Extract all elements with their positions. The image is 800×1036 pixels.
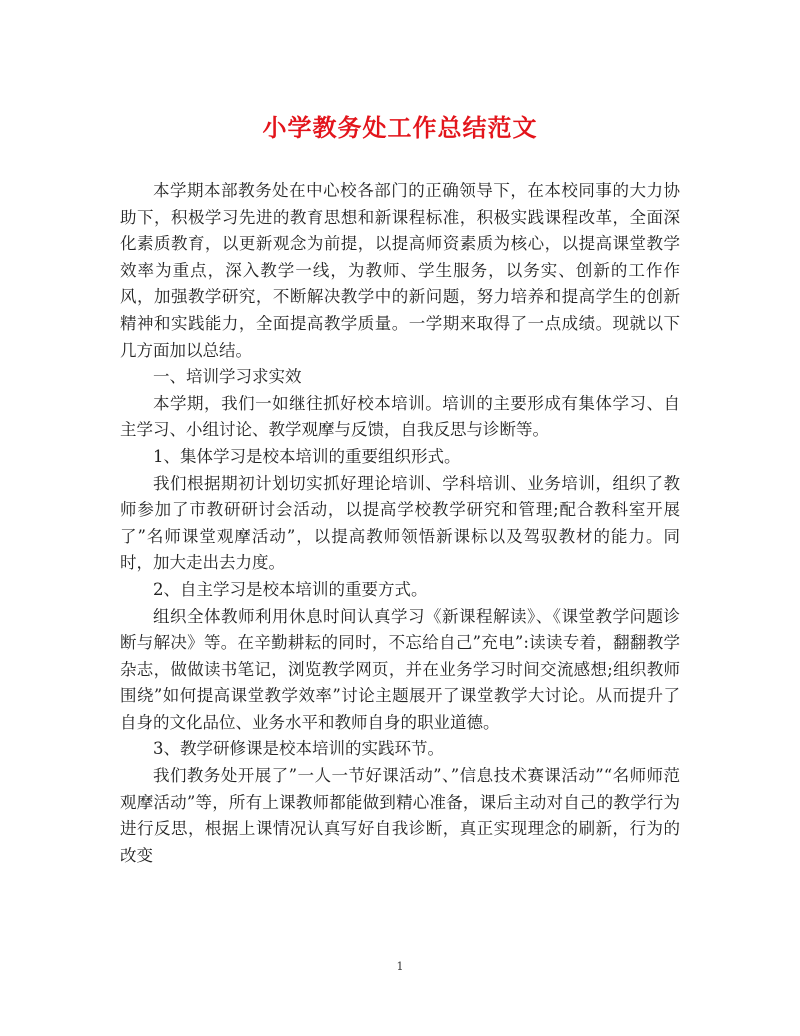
subheading-collective-learning: 1、集体学习是校本培训的重要组织形式。 <box>153 446 461 466</box>
paragraph-training: 本学期，我们一如继往抓好校本培训。培训的主要形成有集体学习、自主学习、小组讨论、教学观摩与反馈，自我反思与诊断等。 <box>120 393 680 440</box>
subheading-self-learning: 2、自主学习是校本培训的重要方式。 <box>153 579 428 599</box>
paragraph-teaching-research: 我们教务处开展了”一人一节好课活动”、”信息技术赛课活动”“名师师范观摩活动”等，所有上课教师都能做到精心准备，课后主动对自己的教学行为进行反思，根据上课情况认真写好自我诊断，真正实现理念的刷新，行为的改变 <box>120 766 680 865</box>
section-heading-training: 一、培训学习求实效 <box>153 367 302 387</box>
document-body <box>120 178 680 869</box>
paragraph-collective-learning: 我们根据期初计划切实抓好理论培训、学科培训、业务培训，组织了教师参加了市教研研讨会活动，以提高学校教学研究和管理;配合教科室开展了”名师课堂观摩活动”，以提高教师领悟新课标以及驾驭教材的能力。同时，加大走出去力度。 <box>120 473 680 573</box>
page-number: 1 <box>396 960 404 973</box>
subheading-teaching-research: 3、教学研修课是校本培训的实践环节。 <box>153 739 444 759</box>
document-title: 小学教务处工作总结范文 <box>262 113 538 142</box>
paragraph-intro: 本学期本部教务处在中心校各部门的正确领导下，在本校同事的大力协助下，积极学习先进的教育思想和新课程标准，积极实践课程改革，全面深化素质教育，以更新观念为前提，以提高师资素质为核心，以提高课堂教学效率为重点，深入教学一线，为教师、学生服务，以务实、创新的工作作风，加强教学研究，不断解决教学中的新问题，努力培养和提高学生的创新精神和实践能力，全面提高教学质量。一学期来取得了一点成绩。现就以下几方面加以总结。 <box>120 181 680 360</box>
paragraph-self-learning: 组织全体教师利用休息时间认真学习《新课程解读》、《课堂教学问题诊断与解决》等。在辛勤耕耘的同时，不忘给自己”充电”:读读专着，翻翻教学杂志，做做读书笔记，浏览教学网页，并在业务学习时间交流感想;组织教师围绕”如何提高课堂教学效率”讨论主题展开了课堂教学大讨论。从而提升了自身的文化品位、业务水平和教师自身的职业道德。 <box>120 606 680 732</box>
